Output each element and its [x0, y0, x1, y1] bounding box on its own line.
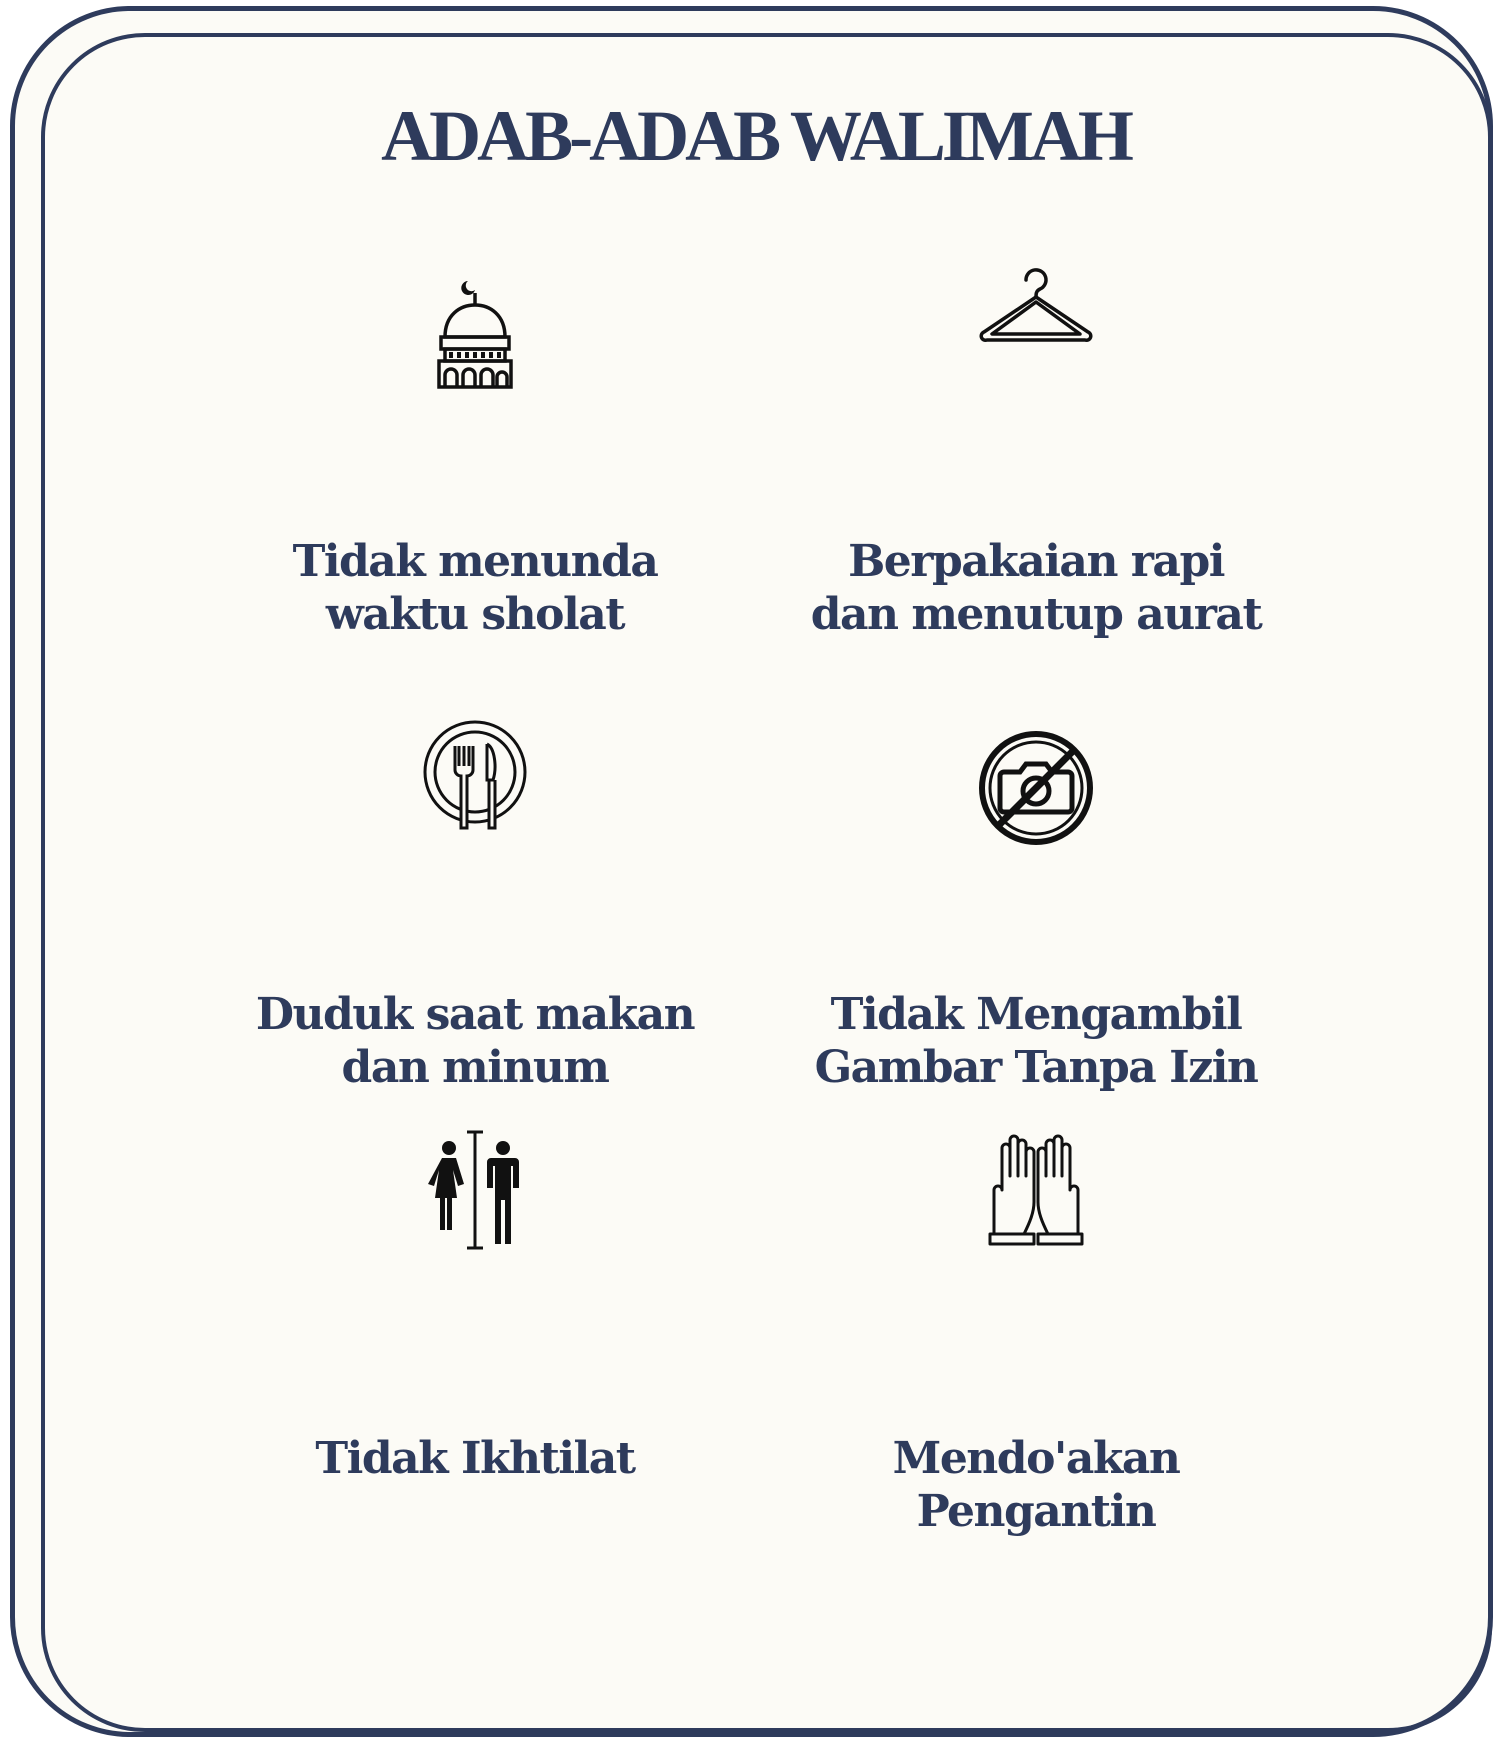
no-camera-icon: [976, 728, 1096, 848]
item-label: [726, 1432, 1346, 1538]
label-line-2: waktu sholat: [325, 589, 625, 640]
label-line-1: Berpakaian rapi: [848, 536, 1224, 587]
label-line-1: Duduk saat makan: [255, 989, 695, 1040]
item-label: [165, 1432, 785, 1485]
label-line-2: Gambar Tanpa Izin: [814, 1042, 1258, 1093]
label-line-1: Tidak Mengambil: [830, 989, 1242, 1040]
mosque-icon: [415, 275, 535, 395]
plate-cutlery-icon: [415, 718, 535, 838]
page-title: ADAB-ADAB WALIMAH: [381, 96, 1130, 176]
label-line-2: Pengantin: [916, 1486, 1156, 1537]
gender-separation-icon: [415, 1130, 535, 1250]
item-label: [726, 988, 1346, 1094]
hanger-icon: [976, 250, 1096, 370]
item-label: [726, 535, 1346, 641]
label-line-1: Tidak Ikhtilat: [315, 1433, 635, 1484]
item-label: [165, 988, 785, 1094]
item-label: [165, 535, 785, 641]
label-line-1: Tidak menunda: [292, 536, 658, 587]
label-line-1: Mendo'akan: [892, 1433, 1180, 1484]
label-line-2: dan menutup aurat: [810, 589, 1262, 640]
label-line-2: dan minum: [341, 1042, 609, 1093]
praying-hands-icon: [976, 1130, 1096, 1250]
